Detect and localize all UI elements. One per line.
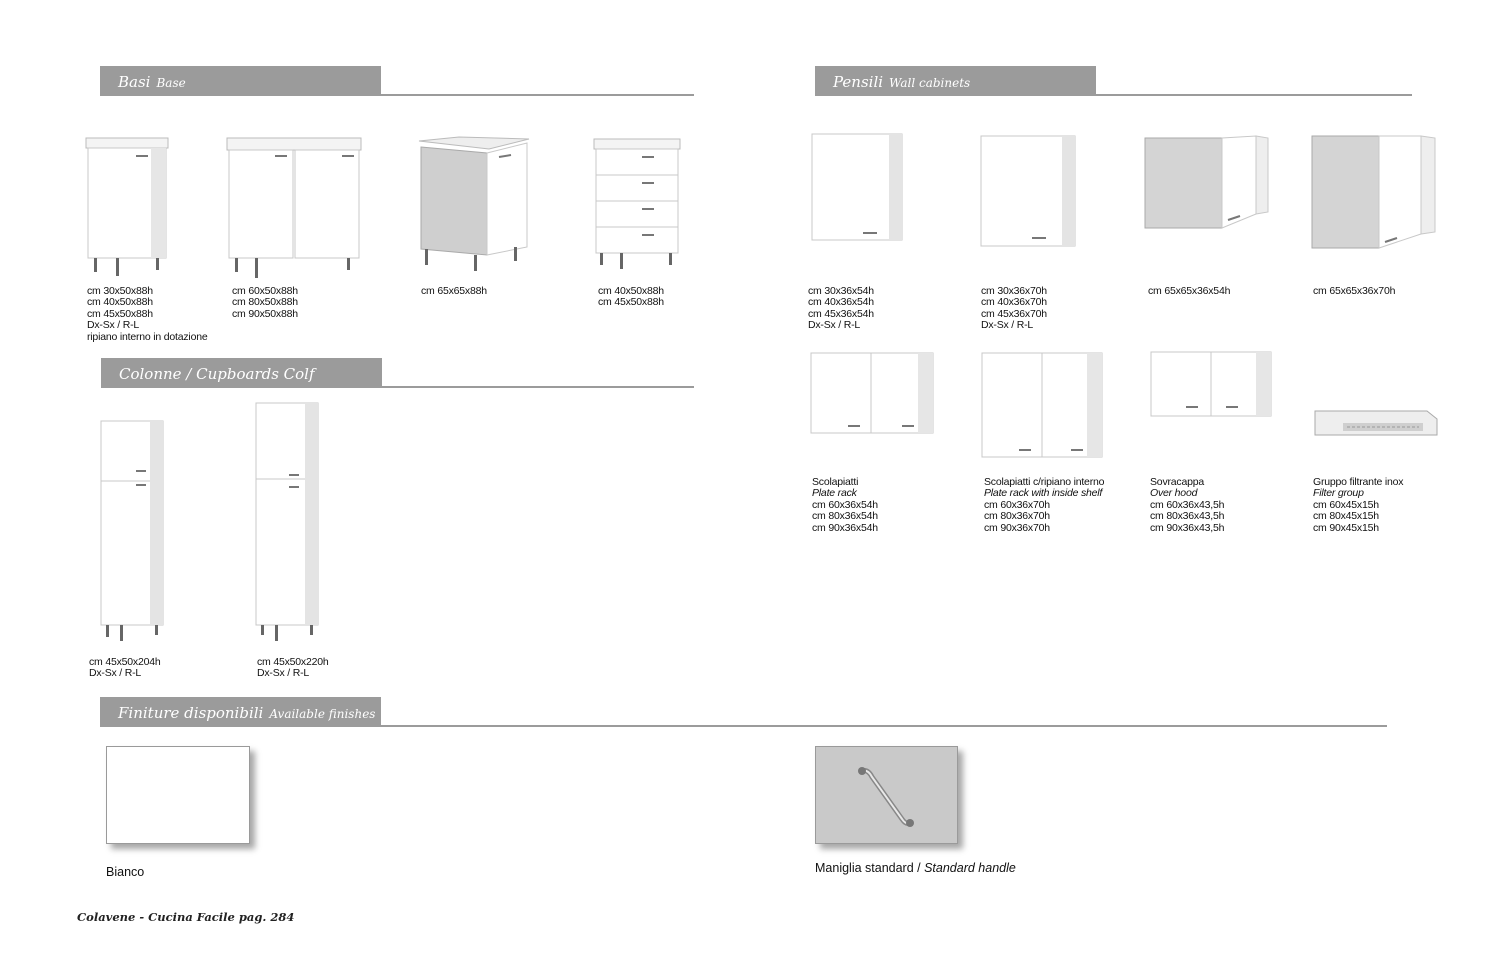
section-subtitle-basi: Base	[156, 76, 186, 90]
finish-label-bianco: Bianco	[106, 865, 145, 879]
caption-line: cm 80x36x43,5h	[1150, 510, 1225, 523]
base-drawer-cabinet-image	[594, 137, 682, 271]
caption-line: cm 90x36x54h	[812, 521, 878, 534]
handle-image	[816, 747, 959, 845]
caption-name-en: Over hood	[1150, 487, 1198, 500]
caption-line: Dx-Sx / R-L	[981, 319, 1034, 332]
section-title-finiture: Finiture disponibili	[118, 704, 264, 722]
pensili-row2-caption-1	[812, 477, 878, 534]
caption-name: Sovracappa	[1150, 476, 1205, 488]
caption-line: cm 60x36x54h	[812, 498, 878, 511]
caption-line: cm 65x65x36x70h	[1313, 285, 1396, 297]
tall-cupboard-204-image	[100, 419, 166, 643]
filter-group-hood-image	[1313, 409, 1439, 439]
caption-line: cm 65x65x88h	[421, 285, 487, 297]
section-header-finiture	[100, 697, 1387, 727]
section-rule	[100, 94, 694, 96]
section-subtitle-pensili: Wall cabinets	[889, 76, 971, 90]
plate-rack-shelf-cabinet-image	[981, 352, 1105, 460]
finish-swatch-handle	[815, 746, 958, 844]
caption-line: Dx-Sx / R-L	[257, 667, 310, 680]
caption-line: cm 45x50x88h	[598, 296, 664, 309]
caption-line: cm 60x36x70h	[984, 498, 1050, 511]
section-header-colonne	[101, 358, 694, 388]
basi-caption-1	[87, 286, 208, 343]
caption-line: cm 60x36x43,5h	[1150, 498, 1225, 511]
caption-name: Scolapiatti c/ripiano interno	[984, 476, 1105, 488]
caption-name-en: Filter group	[1313, 487, 1364, 500]
over-hood-cabinet-image	[1150, 351, 1274, 419]
wall-corner-cabinet-70-image	[1311, 134, 1439, 252]
basi-caption-3	[421, 286, 487, 297]
wall-cabinet-54-image	[811, 133, 905, 243]
section-tab-colonne	[101, 358, 382, 388]
caption-line: cm 80x36x70h	[984, 510, 1050, 523]
section-title-pensili: Pensili	[833, 73, 884, 91]
basi-caption-4	[598, 286, 664, 309]
finish-swatch-bianco	[106, 746, 250, 844]
base-cabinet-single-door-image	[86, 136, 170, 276]
caption-line: cm 60x45x15h	[1313, 498, 1379, 511]
caption-line: cm 90x50x88h	[232, 307, 298, 320]
section-rule	[100, 725, 1387, 727]
caption-name-en: Plate rack	[812, 487, 857, 500]
caption-line: cm 45x36x70h	[981, 307, 1047, 320]
pensili-row2-caption-2	[984, 477, 1104, 534]
section-header-pensili	[815, 66, 1412, 96]
section-tab-pensili	[815, 66, 1096, 96]
caption-line: cm 80x50x88h	[232, 296, 298, 309]
caption-line: cm 45x36x54h	[808, 307, 874, 320]
caption-line: cm 40x36x70h	[981, 296, 1047, 309]
caption-line: cm 30x50x88h	[87, 285, 153, 297]
wall-cabinet-70-image	[980, 135, 1078, 249]
caption-name: Scolapiatti	[812, 476, 859, 488]
section-tab-basi	[100, 66, 381, 96]
caption-line: cm 90x45x15h	[1313, 521, 1379, 534]
caption-line: cm 40x50x88h	[598, 285, 664, 297]
caption-line: cm 65x65x36x54h	[1148, 285, 1231, 297]
caption-name-en: Plate rack with inside shelf	[984, 487, 1103, 500]
caption-line: cm 45x50x220h	[257, 656, 329, 668]
caption-line: cm 60x50x88h	[232, 285, 298, 297]
caption-line: Dx-Sx / R-L	[89, 667, 142, 680]
section-title-basi: Basi	[118, 73, 151, 91]
tall-cupboard-220-image	[255, 401, 321, 643]
pensili-caption-4	[1313, 286, 1395, 297]
caption-line: cm 30x36x54h	[808, 285, 874, 297]
caption-line: Dx-Sx / R-L	[87, 319, 140, 332]
section-title-colonne: Colonne / Cupboards Colf	[119, 365, 315, 383]
section-tab-finiture	[100, 697, 381, 727]
basi-caption-2	[232, 286, 298, 320]
section-subtitle-finiture: Available finishes	[269, 707, 376, 721]
caption-line: cm 40x36x54h	[808, 296, 874, 309]
pensili-caption-2	[981, 286, 1047, 332]
caption-line: cm 80x36x54h	[812, 510, 878, 523]
pensili-caption-1	[808, 286, 874, 332]
handle-label-it: Maniglia standard /	[815, 861, 925, 875]
finish-label-handle	[815, 861, 1016, 875]
page-footer: Colavene - Cucina Facile pag. 284	[77, 910, 295, 924]
caption-line: cm 30x36x70h	[981, 285, 1047, 297]
base-corner-cabinet-image	[419, 137, 531, 271]
caption-line: cm 90x36x43,5h	[1150, 521, 1225, 534]
caption-line: Dx-Sx / R-L	[808, 319, 861, 332]
wall-corner-cabinet-54-image	[1144, 134, 1270, 232]
caption-line: cm 45x50x204h	[89, 656, 161, 668]
caption-line: cm 90x36x70h	[984, 521, 1050, 534]
caption-line: cm 80x45x15h	[1313, 510, 1379, 523]
section-rule	[101, 386, 694, 388]
colonne-caption-1	[89, 657, 161, 680]
plate-rack-cabinet-image	[810, 352, 936, 438]
caption-line: cm 45x50x88h	[87, 307, 153, 320]
caption-name: Gruppo filtrante inox	[1313, 476, 1404, 488]
section-rule	[815, 94, 1412, 96]
caption-line: ripiano interno in dotazione	[87, 330, 208, 343]
handle-label-en: Standard handle	[924, 861, 1016, 875]
colonne-caption-2	[257, 657, 329, 680]
pensili-row2-caption-4	[1313, 477, 1403, 534]
base-cabinet-double-door-image	[227, 136, 363, 278]
pensili-row2-caption-3	[1150, 477, 1224, 534]
pensili-caption-3	[1148, 286, 1230, 297]
section-header-basi	[100, 66, 694, 96]
caption-line: cm 40x50x88h	[87, 296, 153, 309]
